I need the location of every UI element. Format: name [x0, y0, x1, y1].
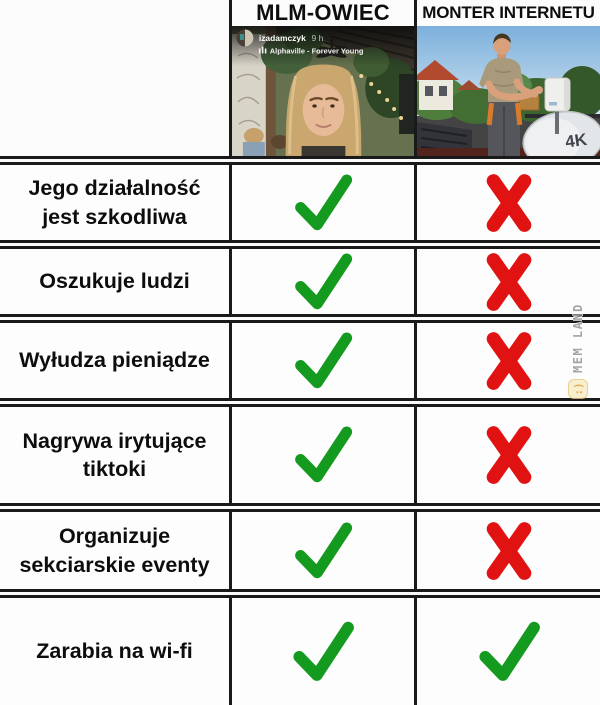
mlm-owiec-mark-cell — [229, 512, 417, 589]
check-icon — [475, 618, 543, 686]
row-label: Jego działalność jest szkodliwa — [28, 176, 201, 229]
monter-internetu-mark-cell — [417, 249, 600, 314]
mlm-owiec-mark-cell — [229, 598, 417, 705]
monter-internetu-photo — [417, 26, 600, 156]
check-icon — [291, 329, 355, 393]
row-label: Zarabia na wi-fi — [36, 639, 193, 664]
monter-internetu-mark-cell — [417, 407, 600, 503]
mlm-owiec-mark-cell — [229, 165, 417, 240]
table-row — [0, 509, 600, 592]
woman-portrait — [286, 65, 362, 157]
story-timestamp: 9 h — [311, 32, 324, 44]
mlm-owiec-photo — [232, 26, 414, 156]
instagram-story-illustration — [232, 26, 414, 156]
row-label-cell — [0, 323, 229, 398]
monter-internetu-mark-cell — [417, 165, 600, 240]
monter-internetu-mark-cell — [417, 323, 600, 398]
row-label: Wyłudza pieniądze — [19, 348, 210, 373]
header-empty-cell — [0, 0, 229, 156]
column-title-monter-internetu: MONTER INTERNETU — [422, 3, 595, 22]
check-icon — [289, 618, 357, 686]
row-label: Organizuje sekciarskie eventy — [19, 524, 210, 577]
header-row — [0, 0, 600, 159]
row-label-cell — [0, 249, 229, 314]
column-title-mlm-owiec: MLM-OWIEC — [256, 0, 390, 25]
mlm-owiec-mark-cell — [229, 249, 417, 314]
cross-icon — [484, 331, 534, 391]
mlm-owiec-mark-cell — [229, 323, 417, 398]
header-column-monter-internetu — [417, 0, 600, 156]
watermark-smiley-icon: :) — [568, 379, 588, 399]
mlm-owiec-mark-cell — [229, 407, 417, 503]
dish-4k-label: 4K — [564, 129, 589, 152]
story-music-label: Alphaville - Forever Young — [269, 46, 364, 56]
check-icon — [291, 171, 355, 235]
table-row — [0, 404, 600, 506]
watermark-text: MEM LAND — [571, 303, 585, 373]
story-username: izadamczyk — [258, 32, 306, 44]
row-label-cell — [0, 598, 229, 705]
cross-icon — [484, 173, 534, 233]
monter-internetu-mark-cell — [417, 598, 600, 705]
table-row — [0, 320, 600, 401]
table-row — [0, 162, 600, 243]
cross-icon — [484, 425, 534, 485]
row-label-cell — [0, 407, 229, 503]
cross-icon — [484, 521, 534, 581]
table-row — [0, 246, 600, 317]
table-row — [0, 595, 600, 705]
cross-icon — [484, 252, 534, 312]
check-icon — [291, 423, 355, 487]
monter-internetu-mark-cell — [417, 512, 600, 589]
row-label: Oszukuje ludzi — [39, 269, 190, 294]
header-column-mlm-owiec — [229, 0, 417, 156]
row-label-cell — [0, 165, 229, 240]
row-label: Nagrywa irytujące tiktoki — [22, 428, 207, 481]
check-icon — [291, 250, 355, 314]
installer-illustration — [417, 26, 600, 156]
story-avatar — [236, 30, 253, 47]
check-icon — [291, 519, 355, 583]
row-label-cell — [0, 512, 229, 589]
